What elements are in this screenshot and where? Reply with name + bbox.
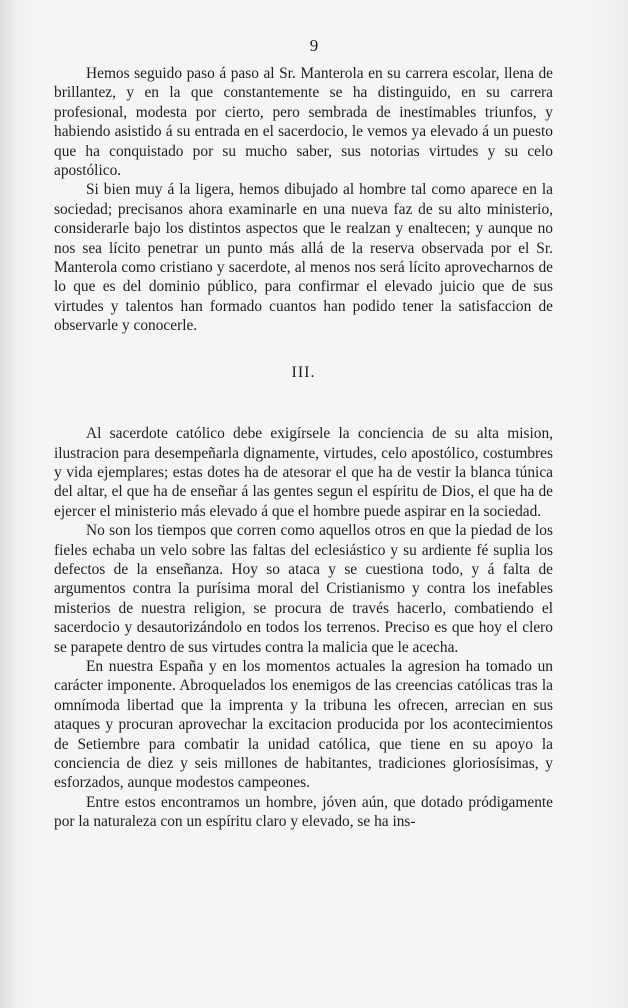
paragraph: No son los tiempos que corren como aquellos otros en que la piedad de los fieles echaba un velo sobre las faltas del eclesiástico y su ardiente fé suplia los defectos de la enseñanza. Hoy so ataca y se cuestiona todo, y á falta de argumentos contra la purísima moral del Cristianismo y contra los inefables misterios de nuestra religion, se procura de través hacerlo, combatiendo el sacerdocio y desautorizándolo en todos los terrenos. Preciso es que hoy el clero se parapete dentro de sus virtudes contra la malicia que le acecha. (54, 522, 553, 656)
section-heading: III. (291, 363, 316, 381)
paragraph: En nuestra España y en los momentos actuales la agresion ha tomado un carácter imponente. Abroquelados los enemigos de las creencias católicas tras la omnímoda libertad que la imprenta y la tribuna les ofrecen, arrecian en sus ataques y procuran aprovechar la excitacion producida por los acontecimientos de Setiembre para combatir la unidad católica, que tiene en su apoyo la conciencia de diez y seis millones de habitantes, tradiciones gloriosísimas, y esforzados, aunque modestos campeones. (54, 657, 553, 792)
paragraph: Si bien muy á la ligera, hemos dibujado al hombre tal como aparece en la sociedad; precisanos ahora examinarle en una nueva faz de su alto ministerio, considerarle bajo los distintos aspectos que le realzan y enaltecen; y aunque no nos sea lícito penetrar un punto más allá de la reserva observada por el Sr. Manterola como cristiano y sacerdote, al menos nos será lícito aprovecharnos de lo que es del dominio público, para confirmar el elevado juicio que de sus virtudes y talentos han formado cuantos han podido tener la satisfaccion de observarle y conocerle. (54, 181, 553, 335)
paragraph: Al sacerdote católico debe exigírsele la conciencia de su alta mision, ilustracion para desempeñarla dignamente, virtudes, celo apostólico, costumbres y vida ejemplares; estas dotes ha de atesorar el que ha de vestir la blanca túnica del altar, el que ha de enseñar á las gentes segun el espíritu de Dios, el que ha de ejercer el ministerio más elevado á que el hombre puede aspirar en la sociedad. (54, 425, 553, 520)
page-number: 9 (309, 36, 319, 55)
body-text (54, 64, 553, 832)
paragraph: Hemos seguido paso á paso al Sr. Manterola en su carrera escolar, llena de brillantez, y en la que constantemente se ha distinguido, en su carrera profesional, modesta por cierto, pero sembrada de inestimables triunfos, y habiendo asistido á su entrada en el sacerdocio, le vemos ya elevado á un puesto que ha conquistado por su mucho saber, sus notorias virtudes y su celo apostólico. (54, 65, 553, 180)
paragraph: Entre estos encontramos un hombre, jóven aún, que dotado pródigamente por la naturaleza con un espíritu claro y elevado, se ha ins- (54, 793, 553, 831)
